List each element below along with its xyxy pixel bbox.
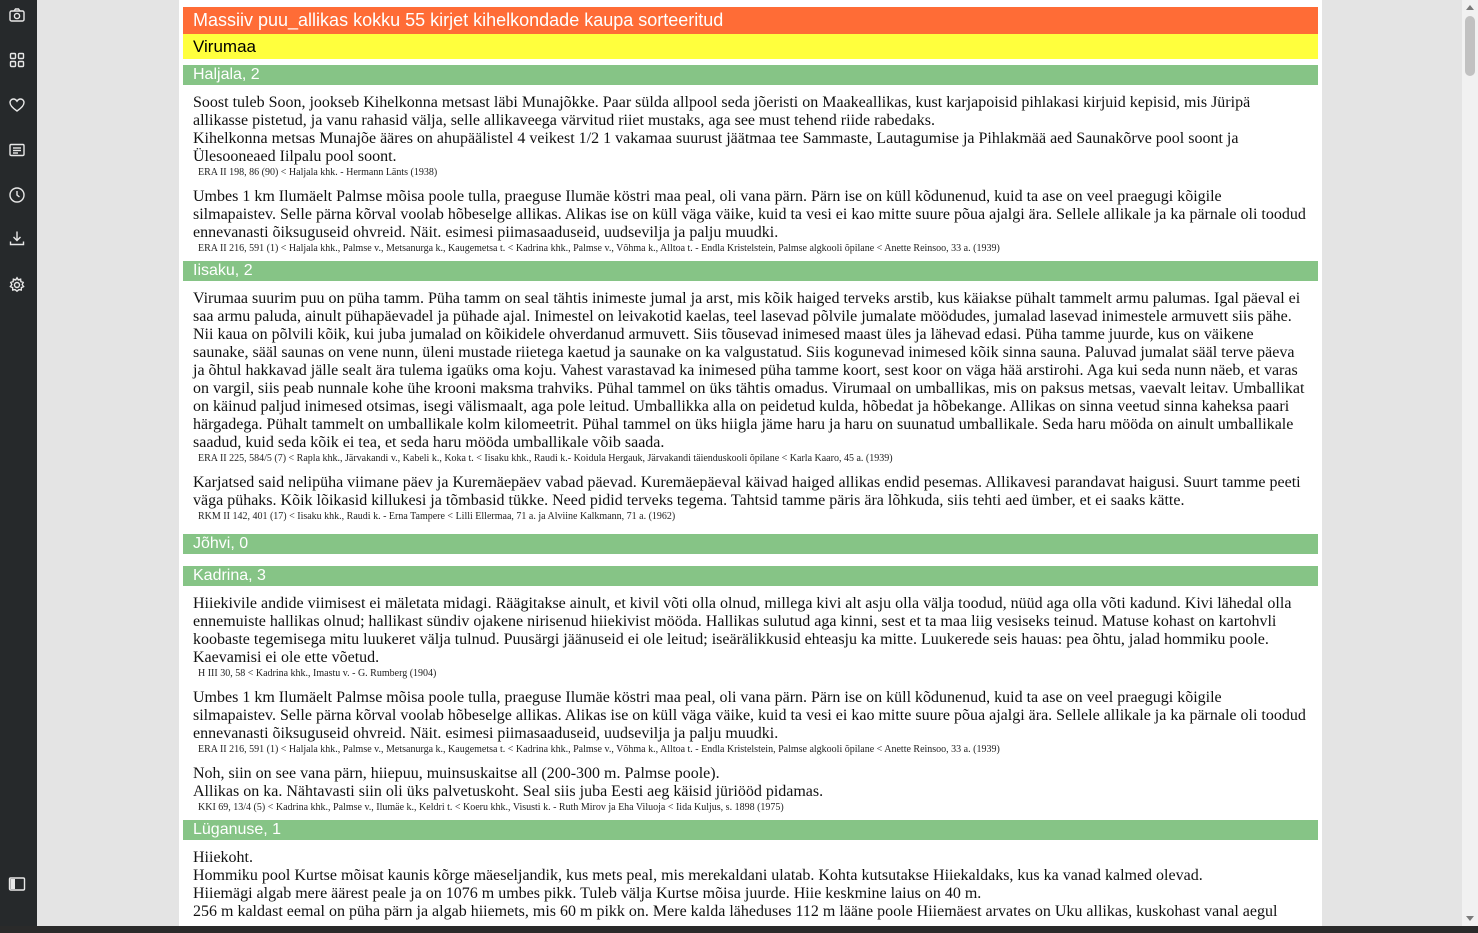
story-text: Umbes 1 km Ilumäelt Palmse mõisa poole tulla, praeguse Ilumäe köstri maa peal, oli vana pärn. Pärn ise on küll kõdunenud, kuid ta ase on veel praegugi kõigile silmapaistev. Selle pärna kõrval voolab hõbeselge allikas. Alikas ise on küll väga väike, kuid ta vesi ei kao mitte suure põua ajalgi ära. Sellele allikale ja ka pärnale oli toodud ennevanasti õiksuguseid ohvreid. Näit. esimesi piimasaaduseid, uudsevilja ja palju muudki. bbox=[193, 689, 1306, 742]
story-entry bbox=[183, 85, 1318, 179]
story-entry bbox=[183, 465, 1318, 523]
scroll-down-arrow-icon[interactable] bbox=[1466, 916, 1474, 921]
document-content bbox=[183, 7, 1318, 921]
left-sidebar bbox=[0, 0, 37, 933]
story-entry bbox=[183, 586, 1318, 680]
story-source: ERA II 198, 86 (90) < Haljala khk. - Hermann Länts (1938) bbox=[198, 167, 438, 178]
parish-heading: Jõhvi, 0 bbox=[183, 534, 1318, 554]
gear-icon[interactable] bbox=[8, 276, 26, 294]
story-text: Hiiekoht. Hommiku pool Kurtse mõisat kaunis kõrge mäeseljandik, kus mets peal, mis merekaldani ulatab. Kohta kutsutakse Hiiekaldaks, kus ka vanad kalmed olevad. Hiiemägi algab mere äärest peale ja on 1076 m umbes pikk. Tuleb välja Kurtse mõisa juurde. Hiie keskmine laius on 40 m. 256 m kaldast eemal on püha pärn ja algab hiiemets, mis 60 m pikk on. Mere kalda läheduses 112 m lääne poole Hiiemäest arvates on Uku allikas, kuskohast vanal aegul bbox=[193, 849, 1278, 920]
story-text: Soost tuleb Soon, jookseb Kihelkonna metsast läbi Munajõkke. Paar sülda allpool seda jõeristi on Maakeallikas, kust karjapoisid pihlakasi kirjuid kepisid, mis Jüripä allikasse pistetud, ja vanu rahasid välja, selle allikaveega värvitud riiet mustaks, aga see must tehend riide rabedaks. Kihelkonna metsas Munajõe ääres on ahupäälistel 4 veikest 1/2 1 vakamaa suurust jäätmaa tee Sammaste, Lautagumise ja Pihlakmää aed Saunakõrve pool soont ja Ülesooneaed Iilpalu pool soont. bbox=[193, 94, 1251, 165]
story-text: Umbes 1 km Ilumäelt Palmse mõisa poole tulla, praeguse Ilumäe köstri maa peal, oli vana pärn. Pärn ise on küll kõdunenud, kuid ta ase on veel praegugi kõigile silmapaistev. Selle pärna kõrval voolab hõbeselge allikas. Alikas ise on küll väga väike, kuid ta vesi ei kao mitte suure põua ajalgi ära. Sellele allikale ja ka pärnale oli toodud ennevanasti õiksuguseid ohvreid. Näit. esimesi piimasaaduseid, uudsevilja ja palju muudki. bbox=[193, 188, 1306, 241]
story-source: KKI 69, 13/4 (5) < Kadrina khk., Palmse v., Ilumäe k., Keldri t. < Koeru khk., Visusti k. - Ruth Mirov ja Eha Viluoja < Iida Kuljus, s. 1898 (1975) bbox=[198, 802, 784, 813]
news-icon[interactable] bbox=[8, 141, 26, 159]
story-text: Karjatsed said nelipüha viimane päev ja Kuremäepäev vabad päevad. Kuremäepäeval käivad haiged allikas endid pesemas. Allikavesi parandavat haigusi. Suurt tamme peeti väga pühaks. Kõik lõikasid killukesi ja tõmbasid tükke. Need pidid terveks tegema. Tahtsid tamme päris ära lõhkuda, siis tehti aed ümber, et ei saaks kätte. bbox=[193, 474, 1301, 509]
bottom-strip bbox=[0, 926, 1478, 933]
story-source: ERA II 216, 591 (1) < Haljala khk., Palmse v., Metsanurga k., Kaugemetsa t. < Kadrina khk., Palmse v., Võhma k., Alltoa t. - Endla Kristelstein, Palmse algkooli õpilane < Anette Reinsoo, 33 a. (1939) bbox=[198, 243, 1000, 254]
story-entry bbox=[183, 179, 1318, 255]
parish-heading: Kadrina, 3 bbox=[183, 566, 1318, 586]
story-text: Virumaa suurim puu on püha tamm. Püha tamm on seal tähtis inimeste jumal ja arst, mis kõik haiged terveks arstib, kus käiakse pühalt tammelt armu palumas. Igal päeval ei saa armu paluda, ainult pühapäevadel ja pühade ajal. Inimestel on leivakotid kaelas, teel lasevad põlvile jumalate möödudes, jumalad lasevad inimestele armuvett siis pähe. Nii kaua on põlvili kõik, kui juba jumalad on kõikidele ohverdanud armuvett. Siis tõusevad inimesed maast üles ja lähevad edasi. Püha tamme juurde, kus on väikene saunake, sääl saunas on vene nunn, üleni mustade riietega kaetud ja saunake on ka valgustatud. Siis kogunevad inimesed kõik sinna sauna. Paluvad jumalat sääl terve päeva ja õhtul hakkavad jälle sealt ära tulema igaüks oma koju. Vahest varastavad ka inimesed püha tamme koort, sest koor on väga hää arstirohi. Aga kui seda nunn näeb, et varas on vargil, siis peab nunnale kohe ühe krooni maksma trahviks. Pühal tammel on üks tähtis omadus. Virumaal on umballikas, mis on paksus metsas, vaevalt leitav. Umballikat on käinud paljud inimesed otsimas, isegi välismaalt, aga pole leitud. Umballikka alla on peidetud kulda, hõbedat ja hõbekange. Allikas on sinna veetud sinna kaheksa paari härgadega. Pühalt tammelt on umballikale kolm kilomeetrit. Pühal tammel on üks hiigla jäme haru ja haru on suunatud umballikale. Seda haru mööda on ainult umballikale saadud, kuid seda kõik ei tea, et seda haru mööda umballikale võib saada. bbox=[193, 290, 1305, 451]
story-source: RKM II 142, 401 (17) < Iisaku khk., Raudi k. - Erna Tampere < Lilli Ellermaa, 71 a. ja Alviine Kalkmann, 71 a. (1962) bbox=[198, 511, 676, 522]
parish-heading: Lüganuse, 1 bbox=[183, 820, 1318, 840]
scroll-up-arrow-icon[interactable] bbox=[1466, 5, 1474, 10]
story-text: Hiiekivile andide viimisest ei mäletata midagi. Räägitakse ainult, et kivil võti olla olnud, millega kivi alt asju olla välja toodud, nüüd aga olla võti kadund. Kivi lähedal olla ennemuiste hallikas olnud; hallikast sündiv ojakene nirisenud hiiekivist mööda. Hallikas sulutud aga kinni, sest et ta maa liig vesiseks teinud. Matuse kohast on kartohvli koobaste tegemisega mitu luukeret välja tulnud. Puusärgi jäänuseid ei ole leitud; iseärälikkusid ehteasju ka mitte. Luukerede seis hauas: pea õhtu, jalad hommiku poole. Kaevamisi ei ole ette võetud. bbox=[193, 595, 1292, 666]
heart-icon[interactable] bbox=[8, 96, 26, 114]
story-text: Noh, siin on see vana pärn, hiiepuu, muinsuskaitse all (200-300 m. Palmse poole). Allikas on ka. Nähtavasti siin oli üks palvetuskoht. Seal siis juba Eesti aeg käisid jüriööd pidamas. bbox=[193, 765, 824, 800]
region-heading: Virumaa bbox=[183, 34, 1318, 59]
parish-heading: Haljala, 2 bbox=[183, 65, 1318, 85]
story-entry bbox=[183, 840, 1318, 921]
camera-icon[interactable] bbox=[8, 6, 26, 24]
parish-heading: Iisaku, 2 bbox=[183, 261, 1318, 281]
document-page bbox=[179, 0, 1322, 926]
story-entry bbox=[183, 680, 1318, 756]
clock-icon[interactable] bbox=[8, 186, 26, 204]
story-source: ERA II 216, 591 (1) < Haljala khk., Palmse v., Metsanurga k., Kaugemetsa t. < Kadrina khk., Palmse v., Võhma k., Alltoa t. - Endla Kristelstein, Palmse algkooli õpilane < Anette Reinsoo, 33 a. (1939) bbox=[198, 744, 1000, 755]
download-icon[interactable] bbox=[8, 229, 26, 247]
story-source: ERA II 225, 584/5 (7) < Rapla khk., Järvakandi v., Kabeli k., Koka t. < Iisaku khk., Raudi k.- Koidula Hergauk, Järvakandi täienduskooli õpilane < Karla Kaaro, 45 a. (1939) bbox=[198, 453, 893, 464]
story-entry bbox=[183, 281, 1318, 465]
page-title: Massiiv puu_allikas kokku 55 kirjet kihelkondade kaupa sorteeritud bbox=[183, 7, 1318, 34]
scrollbar-thumb[interactable] bbox=[1465, 16, 1475, 76]
story-source: H III 30, 58 < Kadrina khk., Imastu v. - G. Rumberg (1904) bbox=[198, 668, 437, 679]
grid-icon[interactable] bbox=[8, 51, 26, 69]
story-entry bbox=[183, 756, 1318, 814]
sidebar-toggle-icon[interactable] bbox=[8, 875, 26, 893]
vertical-scrollbar[interactable] bbox=[1462, 0, 1478, 926]
